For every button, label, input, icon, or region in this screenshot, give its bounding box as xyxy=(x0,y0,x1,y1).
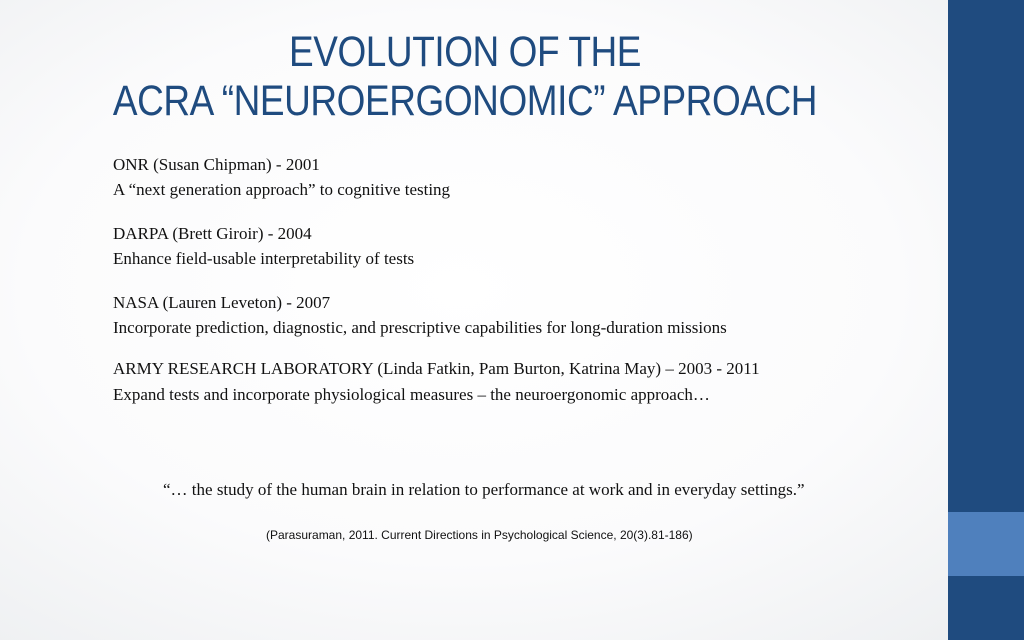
entry-detail: Enhance field-usable interpretability of tests xyxy=(113,249,415,268)
entry-nasa xyxy=(113,290,903,340)
entry-detail: A “next generation approach” to cognitive testing xyxy=(113,180,451,199)
entry-onr xyxy=(113,152,903,202)
slide-title xyxy=(65,28,865,126)
entry-heading: DARPA (Brett Giroir) - 2004 xyxy=(113,224,312,243)
side-accent-block xyxy=(948,512,1024,576)
entry-heading: ARMY RESEARCH LABORATORY (Linda Fatkin, Pam Burton, Katrina May) – 2003 - 2011 xyxy=(113,359,760,378)
entry-army xyxy=(113,359,903,407)
entry-heading: NASA (Lauren Leveton) - 2007 xyxy=(113,293,331,312)
slide-body xyxy=(113,152,903,426)
title-line-1: EVOLUTION OF THE xyxy=(288,28,642,76)
entry-heading: ONR (Susan Chipman) - 2001 xyxy=(113,155,320,174)
title-line-2: ACRA “NEUROERGONOMIC” APPROACH xyxy=(112,77,818,125)
entry-darpa xyxy=(113,221,903,271)
entry-detail: Incorporate prediction, diagnostic, and prescriptive capabilities for long-duration missions xyxy=(113,318,727,337)
citation: (Parasuraman, 2011. Current Directions in Psychological Science, 20(3).81-186) xyxy=(266,528,693,542)
quote-text: “… the study of the human brain in relation to performance at work and in everyday settings.” xyxy=(163,480,805,499)
entry-detail: Expand tests and incorporate physiological measures – the neuroergonomic approach… xyxy=(113,385,710,404)
